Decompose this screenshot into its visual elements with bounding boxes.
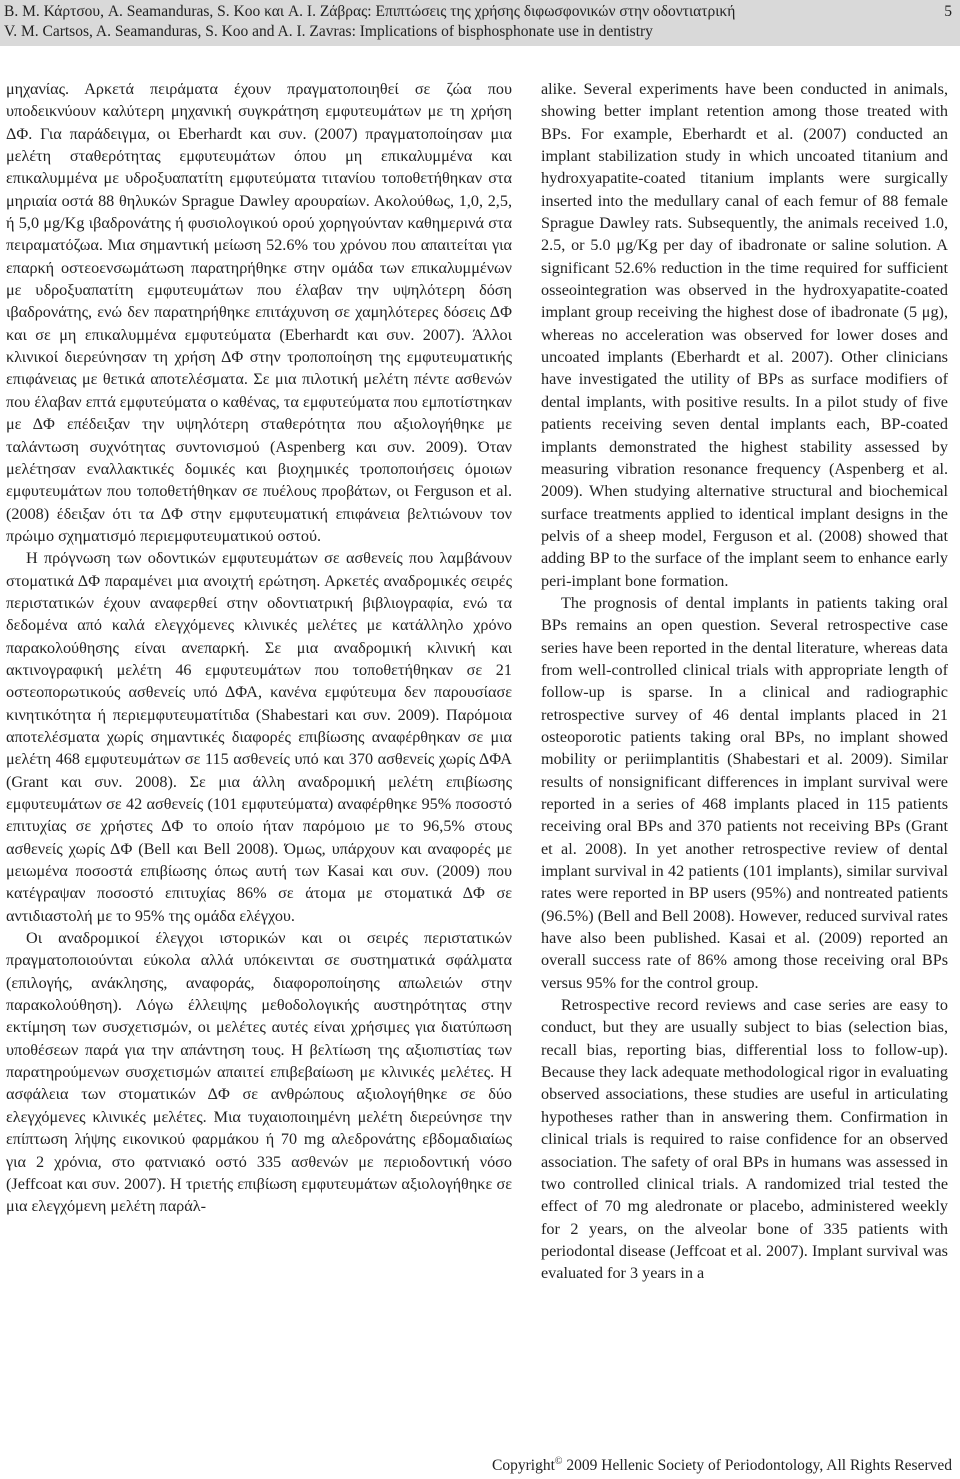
copyright-footer <box>492 1452 952 1476</box>
english-paragraph-2: The prognosis of dental implants in patients taking oral BPs remains an open question. Several retrospective case series have been reported in the dental literature, whereas data from well-controlled clinical trials with appropriate length of follow-up is sparse. In a clinical and radiographic retrospective survey of 46 dental implants placed in 21 osteoporotic patients taking oral BPs, no implant showed mobility or periimplantitis (Shabestari et al. 2009). Similar results of nonsignificant differences in implant survival were reported in a series of 468 implants placed in 115 patients receiving oral BPs and 370 patients not receiving BPs (Grant et al. 2008). In yet another retrospective review of dental implant survival in 42 patients (101 implants), similar survival rates were reported in BP users (95%) and nontreated patients (96.5%) (Bell and Bell 2008). However, reduced survival rates have also been published. Kasai et al. (2009) reported an overall success rate of 86% among those receiving oral BPs versus 95% for the control group. <box>541 593 948 992</box>
running-header <box>0 0 960 46</box>
greek-paragraph-1: μηχανίας. Αρκετά πειράματα έχουν πραγματοποιηθεί σε ζώα που υποδεικνύουν καλύτερη μηχανική συγκράτηση εμφυτευμάτων με τη χρήση ΔΦ. Για παράδειγμα, οι Eberhardt και συν. (2007) πραγματοποίησαν μια μελέτη σταθερότητας εμφυτευμάτων όπου μη επικαλυμμένα και επικαλυμμένα με υδροξυαπατίτη εμφυτεύματα τιτανίου τοποθετήθηκαν στα μηριαία οστά 88 θηλυκών Sprague Dawley αρουραίων. Ακολούθως, 1,0, 2,5, ή 5,0 μg/Kg ιβαδρονάτης ή φυσιολογικού ορού χορηγούνταν καθημερινά στα πειραματόζωα. Μια σημαντική μείωση 52.6% του χρόνου που απαιτείται για επαρκή οστεοενσωμάτωση παρατηρήθηκε στην ομάδα των επικαλυμμένων με υδροξυαπατίτη εμφυτευμάτων που έλαβαν την υψηλότερη δόση ιβαδρονάτης, ενώ δεν παρατηρήθηκε επιτάχυνση σε χαμηλότερες δόσεις ΔΦ και σε μη επικαλυμμένα εμφυτεύματα (Eberhardt και συν. 2007). Άλλοι κλινικοί διερεύνησαν τη χρήση ΔΦ στην τροποποίηση της εμφυτευματικής επιφάνειας με θετικά αποτελέσματα. Σε μια πιλοτική μελέτη πέντε ασθενών που έλαβαν επτά εμφυτεύματα ο καθένας, τα εμφυτεύματα που εμποτίστηκαν με ΔΦ επέδειξαν την υψηλότερη σταθερότητα που αξιολογήθηκε με ταλάντωση συχνότητας συντονισμού (Aspenberg και συν. 2009). Όταν μελέτησαν εναλλακτικές δομικές και βιοχημικές τροποποιήσεις όμοιων εμφυτευμάτων που τοποθετήθηκαν σε πυέλους προβάτων, οι Ferguson et al. (2008) έδειξαν ότι τα ΔΦ στην εμφυτευματική επιφάνεια βελτιώνουν τον πρώιμο σχηματισμό περιεμφυτευματικού οστού. <box>6 80 512 545</box>
greek-text-column <box>6 78 512 1218</box>
copyright-text: 2009 Hellenic Society of Periodontology, All Rights Reserved <box>562 1457 952 1474</box>
header-english-citation: V. M. Cartsos, A. Seamanduras, S. Koo and A. I. Zavras: Implications of bisphosphonate use in dentistry <box>4 23 653 40</box>
page-number: 5 <box>944 3 952 20</box>
greek-paragraph-2: Η πρόγνωση των οδοντικών εμφυτευμάτων σε ασθενείς που λαμβάνουν στοματικά ΔΦ παραμένει μια ανοιχτή ερώτηση. Αρκετές αναδρομικές σειρές περιστατικών έχουν αναφερθεί στην οδοντιατρική βιβλιογραφία, ενώ τα δεδομένα από καλά ελεγχόμενες κλινικές μελέτες με κατάλληλο χρόνο παρακολούθησης είναι ανεπαρκή. Σε μια αναδρομική κλινική και ακτινογραφική μελέτη 46 εμφυτευμάτων που τοποθετήθηκαν σε 21 οστεοπορωτικούς ασθενείς υπό ΔΦΑ, κανένα εμφύτευμα δεν παρουσίασε κινητικότητα ή περιεμφυτευματίτιδα (Shabestari και συν. 2009). Παρόμοια αποτελέσματα χωρίς σημαντικές διαφορές επιβίωσης αναφέρθηκαν σε μια μελέτη 468 εμφυτευμάτων σε 115 ασθενείς υπό και 370 ασθενείς χωρίς ΔΦΑ (Grant και συν. 2008). Σε μια άλλη αναδρομική μελέτη επιβίωσης εμφυτευμάτων σε 42 ασθενείς (101 εμφυτεύματα) αναφέρθηκε 95% ποσοστό επιτυχίας σε χρήστες ΔΦ το οποίο ήταν παρόμοιο με το 96,5% στους ασθενείς χωρίς ΔΦ (Bell και Bell 2008). Όμως, υπάρχουν και αναφορές με μειωμένα ποσοστά επιβίωσης όπως αυτή των Kasai και συν. (2009) που κατέγραψαν ποσοστό επιτυχίας 86% σε άτομα με στοματικά ΔΦ σε αντιδιαστολή με το 95% της ομάδα ελέγχου. <box>6 549 512 925</box>
english-paragraph-1: alike. Several experiments have been conducted in animals, showing better implant retention among those treated with BPs. For example, Eberhardt et al. (2007) conducted an implant stabilization study in which uncoated titanium and hydroxyapatite-coated titanium implants were surgically inserted into the medullary canal of each femur of 88 female Sprague Dawley rats. Subsequently, the animals received 1.0, 2.5, or 5.0 μg/Kg per day of ibadronate or saline solution. A significant 52.6% reduction in the time required for sufficient osseointegration was observed in the hydroxyapatite-coated implant group receiving the highest dose of ibadronate (5 μg), whereas no acceleration was observed for lower doses and uncoated implants (Eberhardt et al. 2007). Other clinicians have investigated the utility of BPs as surface modifiers of dental implants, with positive results. In a pilot study of five patients receiving seven dental implants each, BP-coated implants demonstrated the highest stability assessed by measuring vibration resonance frequency (Aspenberg et al. 2009). When studying alternative structural and biochemical surface treatments applied to identical implant designs in the pelvis of a sheep model, Ferguson et al. (2008) showed that adding BP to the surface of the implant seem to enhance early peri-implant bone formation. <box>541 80 948 590</box>
copyright-prefix: Copyright <box>492 1457 555 1474</box>
english-paragraph-3: Retrospective record reviews and case series are easy to conduct, but they are usually subject to bias (selection bias, recall bias, reporting bias, differential loss to follow-up). Because they lack adequate methodological rigor in evaluating observed associations, these studies are useful in articulating hypotheses rather than in answering them. Confirmation in clinical trials is required to raise confidence for an observed association. The safety of oral BPs in humans was assessed in two controlled clinical trials. A randomized trial tested the effect of 70 mg aledronate or placebo, administered weekly for 2 years, on the alveolar bone of 335 patients with periodontal disease (Jeffcoat et al. 2007). Implant survival was evaluated for 3 years in a <box>541 996 948 1283</box>
header-greek-citation: B. M. Κάρτσου, A. Seamanduras, S. Koo και A. I. Ζάβρας: Επιπτώσεις της χρήσης διφωσφονικών στην οδοντιατρική <box>4 3 736 20</box>
english-text-column <box>541 78 948 1285</box>
greek-paragraph-3: Οι αναδρομικοί έλεγχοι ιστορικών και οι σειρές περιστατικών πραγματοποιούνται εύκολα αλλά υπόκεινται σε συστηματικά σφάλματα (επιλογής, ανάκλησης, αναφοράς, διαφοροποίησης απωλειών στην παρακολούθηση). Λόγω έλλειψης μεθοδολογικής αυστηρότητας στην εκτίμηση των συσχετισμών, οι μελέτες αυτές είναι χρήσιμες για διατύπωση υποθέσεων παρά για την απάντηση τους. Η βελτίωση της αξιοπιστίας των παρατηρούμενων συσχετισμών απαιτεί επιβεβαίωση με κλινικές μελέτες. Η ασφάλεια των στοματικών ΔΦ σε ανθρώπους αξιολογήθηκε σε δύο ελεγχόμενες κλινικές μελέτες. Μια τυχαιοποιημένη μελέτη διερεύνησε την επίπτωση λήψης εικονικού φαρμάκου ή 70 mg αλεδρονάτης εβδομαδιαίως για 2 χρόνια, στο φατνιακό οστό 335 ασθενών με περιοδοντική νόσο (Jeffcoat και συν. 2007). Η τριετής επιβίωση εμφυτευμάτων αξιολογήθηκε σε μια ελεγχόμενη μελέτη παράλ- <box>6 929 512 1216</box>
copyright-symbol: © <box>554 1456 563 1467</box>
